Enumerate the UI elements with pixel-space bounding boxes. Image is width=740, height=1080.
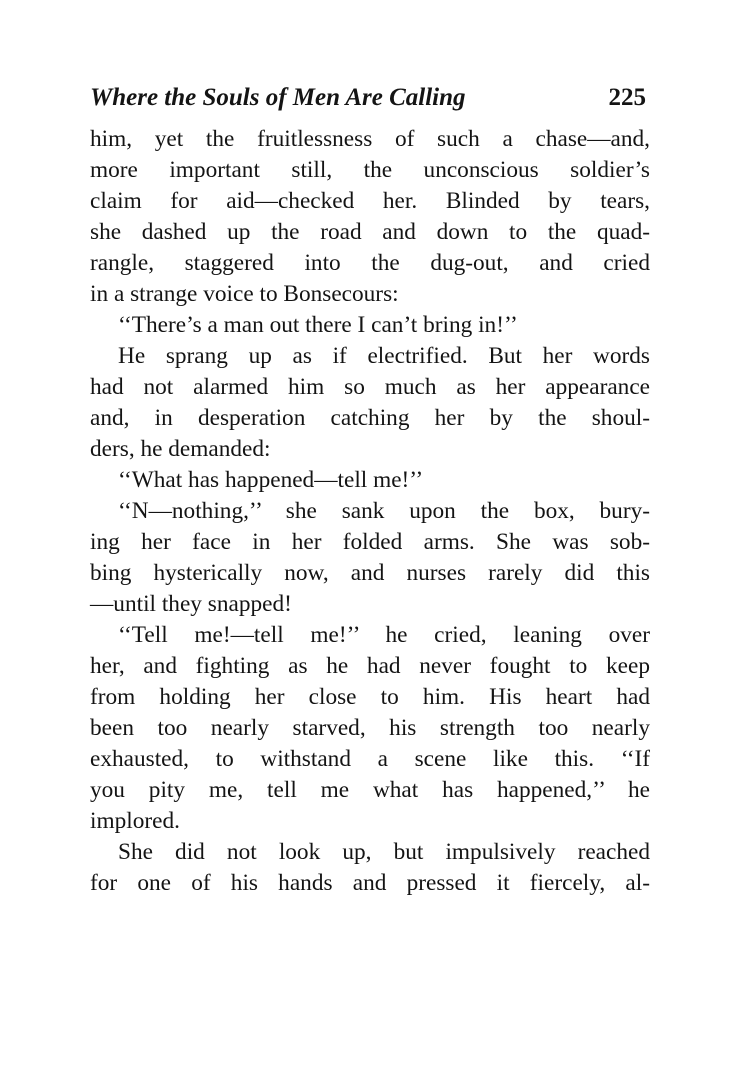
text-line: exhausted, to withstand a scene like this. ‘‘If	[90, 746, 650, 772]
text-line: had not alarmed him so much as her appearance	[90, 374, 650, 400]
book-page	[90, 84, 650, 899]
text-line: and, in desperation catching her by the shoul-	[90, 405, 650, 431]
text-line: she dashed up the road and down to the quad-	[90, 219, 650, 245]
text-line: ‘‘There’s a man out there I can’t bring in!’’	[118, 312, 518, 338]
text-line: ‘‘What has happened—tell me!’’	[118, 467, 424, 493]
text-line: —until they snapped!	[90, 591, 292, 617]
text-line: her, and fighting as he had never fought to keep	[90, 653, 650, 679]
text-line: He sprang up as if electrified. But her words	[118, 343, 650, 369]
text-line: claim for aid—checked her. Blinded by tears,	[90, 188, 650, 214]
text-line: you pity me, tell me what has happened,’’ he	[90, 777, 650, 803]
text-line: implored.	[90, 808, 180, 834]
text-line: rangle, staggered into the dug-out, and cried	[90, 250, 650, 276]
text-line: ders, he demanded:	[90, 436, 271, 462]
page-number: 225	[608, 84, 646, 111]
body-text	[90, 124, 650, 899]
text-line: more important still, the unconscious soldier’s	[90, 157, 650, 183]
text-line: ‘‘N—nothing,’’ she sank upon the box, bury-	[118, 498, 650, 524]
text-line: bing hysterically now, and nurses rarely did this	[90, 560, 650, 586]
text-line: been too nearly starved, his strength too nearly	[90, 715, 650, 741]
text-line: ‘‘Tell me!—tell me!’’ he cried, leaning over	[118, 622, 650, 648]
text-line: in a strange voice to Bonsecours:	[90, 281, 399, 307]
text-line: him, yet the fruitlessness of such a chase—and,	[90, 126, 650, 152]
running-header	[90, 84, 650, 124]
running-title: Where the Souls of Men Are Calling	[90, 84, 466, 111]
text-line: She did not look up, but impulsively reached	[118, 839, 650, 865]
text-line: for one of his hands and pressed it fiercely, al-	[90, 870, 650, 896]
text-line: from holding her close to him. His heart had	[90, 684, 650, 710]
text-line: ing her face in her folded arms. She was sob-	[90, 529, 650, 555]
